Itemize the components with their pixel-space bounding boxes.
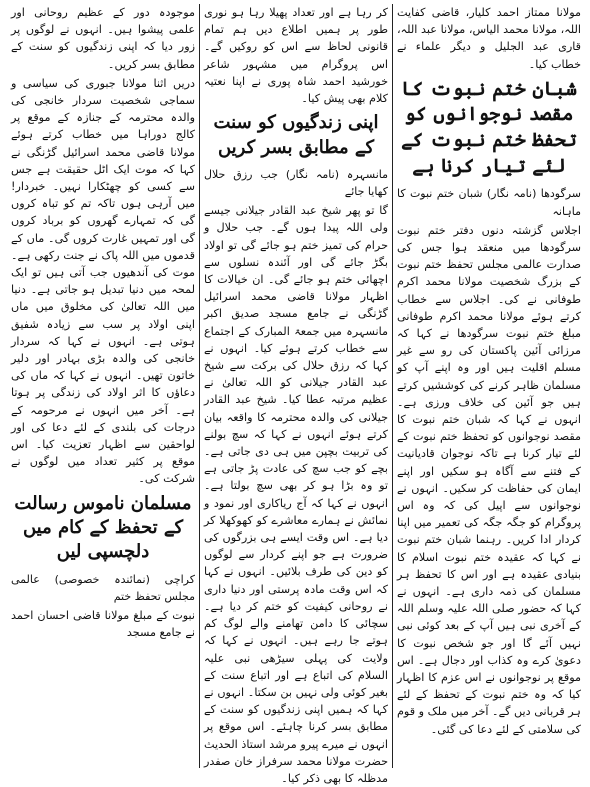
article-dateline: مانسہرہ (نامہ نگار) جب رزق حلال کھایا جائے (204, 167, 388, 199)
column-divider (199, 4, 200, 768)
column-middle (201, 4, 391, 785)
column-right (394, 4, 584, 768)
article-continuation-text: مولانا ممتاز احمد کلیار، قاضی کفایت اللہ، مولانا محمد الیاس، مولانا عبد اللہ، قاری عبد الجلیل و دیگر علماء نے خطاب کیا۔ (397, 6, 581, 71)
article-body-funeral: دریں اثنا مولانا جبوری کی سیاسی و سماجی شخصیت سردار خانجی کی والدہ محترمہ کے جنازہ کے موقع پر کالج دوراہا میں خطاب کرتے ہوئے مولانا قاضی محمد اسرائیل گڑنگی نے کہا کہ موت ایک اٹل حقیقت ہے جس سے کسی کو چھٹکارا نہیں۔ خبردار! میں آرہی ہوں تاکہ تم کو تباہ کروں گی کہ تمہارے گھروں کو برباد کروں گی اور تمہیں غارت کروں گی۔ ماں کے قدموں میں اللہ پاک نے جنت رکھی ہے۔ موت کی آندھیوں جب آتی ہیں تو ایک لمحہ میں دنیا تبدیل ہو جاتی ہے۔ دنیا میں اللہ تعالیٰ کی مخلوق میں ماں اپنی اولاد پر سب سے زیادہ شفیق ہوتی ہے۔ انہوں نے کہا کہ سردار خانجی کی والدہ بڑی بہادر اور دلیر خاتون تھیں۔ انہوں نے کہا کہ ماں کی دعاؤں کا اثر اولاد کی زندگی پر ہوتا ہے۔ آخر میں انہوں نے مرحومہ کے درجات کی بلندی کے لئے دعا کی اور لواحقین سے اظہار تعزیت کیا۔ اس موقع پر کثیر تعداد میں لوگوں نے شرکت کی۔ (11, 76, 195, 486)
article-body: گا تو پھر شیخ عبد القادر جیلانی جیسے ولی اللہ پیدا ہوں گے۔ جب حلال و حرام کی تمیز ختم ہو جائے گی تو اولاد بگڑ جائے گی اور آئندہ نسلوں سے اچھائی ختم ہو جائے گی۔ ان خیالات کا اظہار مولانا قاضی محمد اسرائیل گڑنگی نے جامع مسجد صدیق اکبر مانسہرہ میں جمعۃ المبارک کے اجتماع سے خطاب کرتے ہوئے کیا۔ انہوں نے کہا کہ رزق حلال کی برکت سے شیخ عبد القادر جیلانی کو اللہ تعالیٰ نے عظیم مرتبہ عطا کیا۔ شیخ عبد القادر جیلانی کی والدہ محترمہ کا واقعہ بیان کرتے ہوئے انہوں نے کہا کہ سچ بولنے کی تربیت بچپن میں ہی دی جاتی ہے۔ بچے کو جب سچ کی عادت پڑ جاتی ہے تو وہ بڑا ہو کر بھی سچ بولتا ہے۔ انہوں نے کہا کہ آج ریاکاری اور نمود و نمائش نے ہمارے معاشرے کو کھوکھلا کر دیا ہے۔ اس وقت ایسے ہی بزرگوں کی ضرورت ہے جو اپنے کردار سے لوگوں کو دین کی طرف بلائیں۔ انہوں نے کہا کہ اس وقت مادہ پرستی اور دنیا داری نے روحانی کیفیت کو ختم کر دیا ہے۔ سچائی کا دامن تھامنے والے لوگ کم ہوتے جا رہے ہیں۔ انہوں نے کہا کہ ولایت کی پہلی سیڑھی نبی علیہ السلام کی اتباع ہے اور اتباع سنت کے بغیر کوئی ولی نہیں بن سکتا۔ انہوں نے کہا کہ ہمیں اپنی زندگیوں کو سنت کے مطابق بسر کرنا چاہئے۔ اس موقع پر انہوں نے میرے پیرو مرشد استاذ الحدیث حضرت مولانا محمد سرفراز خان صفدر مدظلہ کا بھی ذکر کیا۔ (204, 204, 388, 785)
article-dateline: کراچی (نمائندہ خصوصی) عالمی مجلس تحفظ ختم (11, 572, 195, 603)
article-continuation-text: کر رہا ہے اور تعداد پھیلا رہا ہو نوری طور پر ہمیں اطلاع دیں ہم تمام قانونی لحاظ سے اس کو روکیں گے۔ اس پروگرام میں مشہور شاعر خورشید احمد شاہ پوری نے اپنا نعتیہ کلام بھی پیش کیا۔ (204, 6, 388, 106)
article-headline-namoos-risalat: مسلمان ناموس رسالت کے تحفظ کے کام میں دلچسپی لیں (14, 492, 192, 563)
article-headline-shuban: شبان ختم نبوت کا مقصد نوجوانوں کو تحفظ ختم نبوت کے لئے تیار کرنا ہے (401, 77, 577, 177)
article-body: اجلاس گزشتہ دنوں دفتر ختم نبوت سرگودھا میں منعقد ہوا جس کی صدارت عالمی مجلس تحفظ ختم نبوت کے بزرگ شخصیت مولانا محمد اکرم طوفانی نے کی۔ اجلاس سے خطاب کرتے ہوئے مولانا محمد اکرم طوفانی مبلغ ختم نبوت سرگودھا نے کہا کہ مرزائی آئین پاکستان کی رو سے غیر مسلم اقلیت ہیں اور وہ اپنے آپ کو مسلمان ظاہر کرنے کی کوششیں کرتے ہیں جو آئین کی خلاف ورزی ہے۔ انہوں نے کہا کہ شبان ختم نبوت کا مقصد نوجوانوں کو تحفظ ختم نبوت کے لئے تیار کرنا ہے تاکہ نوجوان قادیانیت کے فتنے سے آگاہ ہو سکیں اور اپنے ایمان کی حفاظت کر سکیں۔ انہوں نے نوجوانوں سے اپیل کی کہ وہ اس پروگرام کو جگہ جگہ کی تعمیر میں اپنا کردار ادا کریں۔ رہنما شبان ختم نبوت نے کہا کہ عقیدہ ختم نبوت اسلام کا بنیادی عقیدہ ہے اور اس کا تحفظ ہر مسلمان کی ذمہ داری ہے۔ انہوں نے کہا کہ حضور صلی اللہ علیہ وسلم اللہ کے آخری نبی ہیں آپ کے بعد کوئی نبی نہیں آئے گا اور جو شخص نبوت کا دعویٰ کرے وہ کذاب اور دجال ہے۔ اس موقع پر نوجوانوں نے اس عزم کا اظہار کیا کہ وہ ختم نبوت کے تحفظ کے لئے ہر قربانی دیں گے۔ آخر میں ملک و قوم کی سلامتی کے لئے دعا کی گئی۔ (397, 223, 581, 736)
article-dateline: سرگودھا (نامہ نگار) شبان ختم نبوت کا ماہانہ (397, 187, 581, 218)
column-divider (392, 4, 393, 768)
article-continuation-text: موجودہ دور کے عظیم روحانی اور علمی پیشوا ہیں۔ انہوں نے لوگوں پر زور دیا کہ اپنی زندگیوں کو سنت کے مطابق بسر کریں۔ (11, 6, 195, 71)
column-left (8, 4, 198, 768)
article-headline-sunnat: اپنی زندگیوں کو سنت کے مطابق بسر کریں (213, 112, 379, 158)
article-body: نبوت کے مبلغ مولانا قاضی احسان احمد نے جامع مسجد (11, 608, 195, 640)
